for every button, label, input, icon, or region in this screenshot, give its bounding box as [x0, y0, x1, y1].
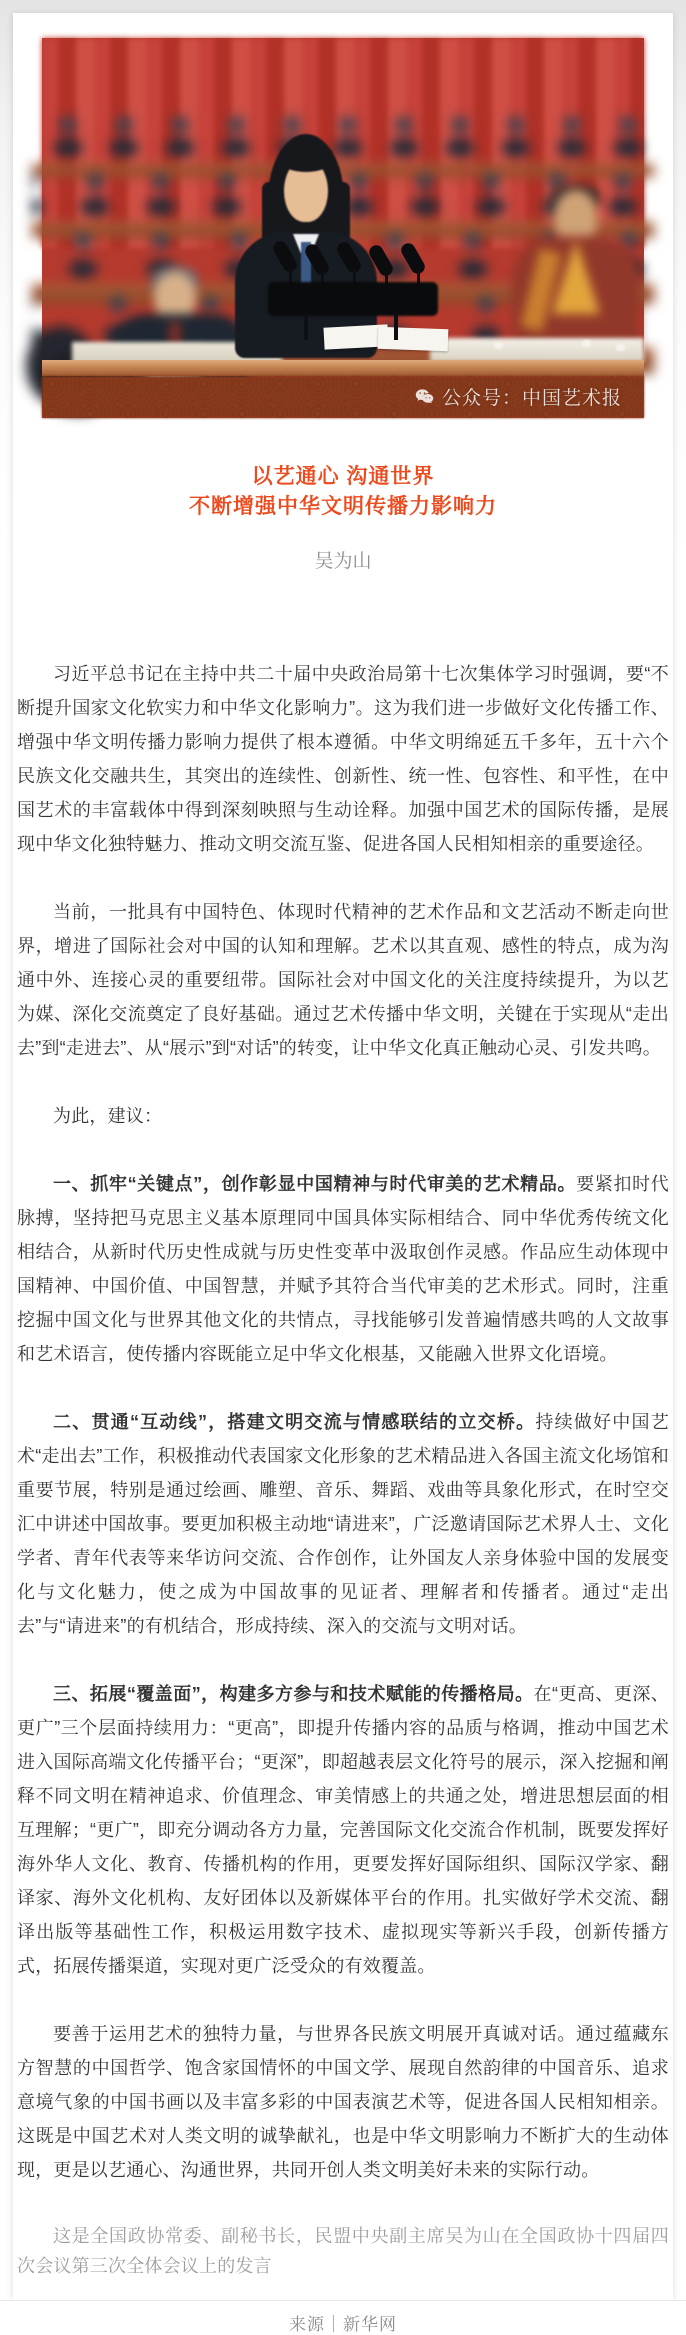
watermark-text: 公众号：中国艺术报	[441, 388, 622, 409]
paragraph-lead: 二、贯通“互动线”，搭建文明交流与情感联结的立交桥。	[53, 1412, 536, 1432]
article-body	[13, 657, 673, 2187]
article-paragraph	[17, 895, 669, 1065]
source-line: 来源｜新华网	[289, 2315, 397, 2334]
article-hero-photo[interactable]	[42, 38, 644, 418]
title-line-1: 以艺通心 沟通世界	[251, 465, 435, 488]
article-paragraph	[17, 1167, 669, 1371]
lectern-papers	[378, 327, 449, 351]
author-name: 吴为山	[314, 551, 372, 572]
article-paragraph	[17, 1099, 669, 1133]
paragraph-text: 当前，一批具有中国特色、体现时代精神的艺术作品和文艺活动不断走向世界，增进了国际社会对中国的认知和理解。艺术以其直观、感性的特点，成为沟通中外、连接心灵的重要纽带。国际社会对中国文化的关注度持续提升，为以艺为媒、深化交流奠定了良好基础。通过艺术传播中华文明，关键在于实现从“走出去”到“走进去”、从“展示”到“对话”的转变，让中华文化真正触动心灵、引发共鸣。	[17, 902, 669, 1058]
article-paragraph	[17, 1677, 669, 1983]
wechat-icon	[414, 386, 435, 407]
paragraph-text: 要紧扣时代脉搏，坚持把马克思主义基本原理同中国具体实际相结合、同中华优秀传统文化相结合，从新时代历史性成就与历史性变革中汲取创作灵感。作品应生动体现中国精神、中国价值、中国智慧，并赋予其符合当代审美的艺术形式。同时，注重挖掘中国文化与世界其他文化的共情点，寻找能够引发普遍情感共鸣的人文故事和艺术语言，使传播内容既能立足中华文化根基，又能融入世界文化语境。	[17, 1174, 669, 1364]
microphone-rack	[268, 282, 438, 316]
teacup	[582, 340, 591, 347]
article-title	[13, 462, 673, 522]
monk-figure	[510, 184, 650, 364]
paragraph-text: 持续做好中国艺术“走出去”工作，积极推动代表国家文化形象的艺术精品进入各国主流文化场馆和重要节展，特别是通过绘画、雕塑、音乐、舞蹈、戏曲等具象化形式，在时空交汇中讲述中国故事。要更加积极主动地“请进来”，广泛邀请国际艺术界人士、文化学者、青年代表等来华访问交流、合作创作，让外国友人亲身体验中国的发展变化与文化魅力，使之成为中国故事的见证者、理解者和传播者。通过“走出去”与“请进来”的有机结合，形成持续、深入的交流与文明对话。	[17, 1412, 669, 1636]
paragraph-text: 习近平总书记在主持中共二十届中央政治局第十七次集体学习时强调，要“不断提升国家文化软实力和中华文化影响力”。这为我们进一步做好文化传播工作、增强中华文明传播力影响力提供了根本遵循。中华文明绵延五千多年，五十六个民族文化交融共生，其突出的连续性、创新性、统一性、包容性、和平性，在中国艺术的丰富载体中得到深刻映照与生动诠释。加强中国艺术的国际传播，是展现中华文化独特魅力、推动文明交流互鉴、促进各国人民相知相亲的重要途径。	[17, 664, 669, 854]
paragraph-text: 在“更高、更深、更广”三个层面持续用力：“更高”，即提升传播内容的品质与格调，推动中国艺术进入国际高端文化传播平台；“更深”，即超越表层文化符号的展示，深入挖掘和阐释不同文明在精神追求、价值理念、审美情感上的共通之处，增进思想层面的相互理解；“更广”，即充分调动各方力量，完善国际文化交流合作机制，既要发挥好海外华人文化、教育、传播机构的作用，更要发挥好国际组织、国际汉学家、翻译家、海外文化机构、友好团体以及新媒体平台的作用。扎实做好学术交流、翻译出版等基础性工作，积极运用数字技术、虚拟现实等新兴手段，创新传播方式，拓展传播渠道，实现对更广泛受众的有效覆盖。	[17, 1684, 669, 1976]
teacup	[616, 344, 625, 351]
paragraph-lead: 三、拓展“覆盖面”，构建多方参与和技术赋能的传播格局。	[53, 1684, 534, 1704]
article-paragraph	[17, 1405, 669, 1643]
rostrum-molding	[42, 360, 644, 376]
teacup	[494, 342, 503, 349]
article-paragraph	[17, 2017, 669, 2187]
paragraph-text: 为此，建议：	[53, 1106, 163, 1126]
title-line-2: 不断增强中华文明传播力影响力	[189, 495, 497, 518]
photo-watermark	[414, 383, 622, 410]
article-card	[13, 13, 673, 2300]
presidium-table	[430, 338, 644, 362]
article-paragraph	[17, 657, 669, 861]
speech-footnote: 这是全国政协常委、副秘书长，民盟中央副主席吴为山在全国政协十四届四次会议第三次全体会议上的发言	[17, 2226, 669, 2276]
paragraph-lead: 一、抓牢“关键点”，创作彰显中国精神与时代审美的艺术精品。	[53, 1174, 577, 1194]
paragraph-text: 要善于运用艺术的独特力量，与世界各民族文明展开真诚对话。通过蕴藏东方智慧的中国哲学、饱含家国情怀的中国文学、展现自然韵律的中国音乐、追求意境气象的中国书画以及丰富多彩的中国表演艺术等，促进各国人民相知相亲。这既是中国艺术对人类文明的诚挚献礼，也是中华文明影响力不断扩大的生动体现，更是以艺通心、沟通世界，共同开创人类文明美好未来的实际行动。	[17, 2024, 669, 2180]
source-footer	[0, 2300, 686, 2335]
